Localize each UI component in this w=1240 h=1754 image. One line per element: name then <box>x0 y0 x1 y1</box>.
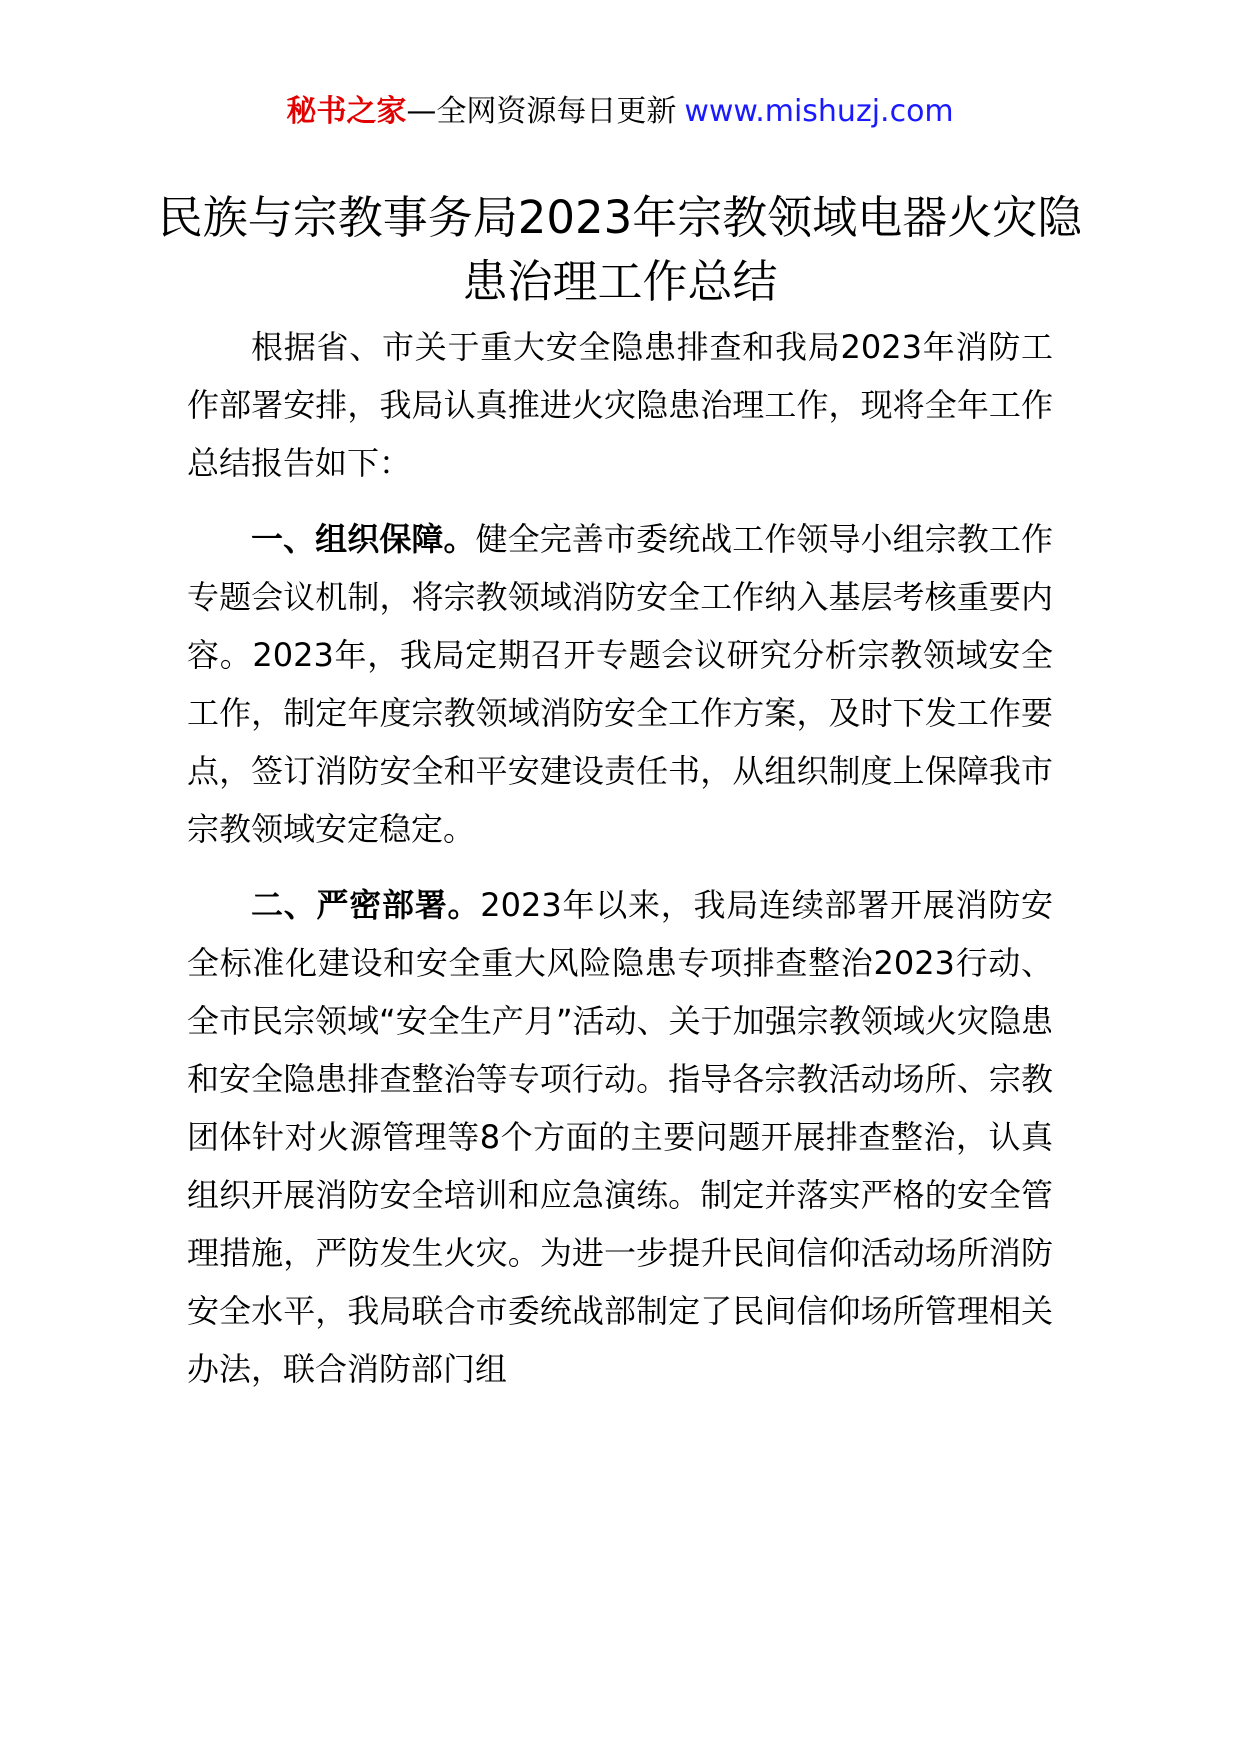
intro-paragraph: 根据省、市关于重大安全隐患排查和我局2023年消防工作部署安排，我局认真推进火灾隐患治理工作，现将全年工作总结报告如下： <box>187 328 1053 482</box>
banner-slogan: —全网资源每日更新 <box>406 94 677 129</box>
section-paragraph-1 <box>187 510 1053 858</box>
section-paragraph-2 <box>187 876 1053 1398</box>
brand-name: 秘书之家 <box>286 94 407 129</box>
document-title: 民族与宗教事务局2023年宗教领域电器火灾隐患治理工作总结 <box>157 191 1083 309</box>
section-body-2: 2023年以来，我局连续部署开展消防安全标准化建设和安全重大风险隐患专项排查整治2023行动、全市民宗领域“安全生产月”活动、关于加强宗教领域火灾隐患和安全隐患排查整治等专项行动。指导各宗教活动场所、宗教团体针对火源管理等8个方面的主要问题开展排查整治，认真组织开展消防安全培训和应急演练。制定并落实严格的安全管理措施，严防发生火灾。为进一步提升民间信仰活动场所消防安全水平，我局联合市委统战部制定了民间信仰场所管理相关办法，联合消防部门组 <box>187 886 1053 1388</box>
section-body-1: 健全完善市委统战工作领导小组宗教工作专题会议机制，将宗教领域消防安全工作纳入基层考核重要内容。2023年，我局定期召开专题会议研究分析宗教领域安全工作，制定年度宗教领域消防安全工作方案，及时下发工作要点，签订消防安全和平安建设责任书，从组织制度上保障我市宗教领域安定稳定。 <box>187 520 1053 848</box>
document-body <box>187 318 1053 1416</box>
site-banner <box>0 92 1240 132</box>
section-heading-2: 二、严密部署。 <box>251 886 481 924</box>
site-url-link[interactable]: www.mishuzj.com <box>684 94 954 129</box>
section-heading-1: 一、组织保障。 <box>251 520 476 558</box>
